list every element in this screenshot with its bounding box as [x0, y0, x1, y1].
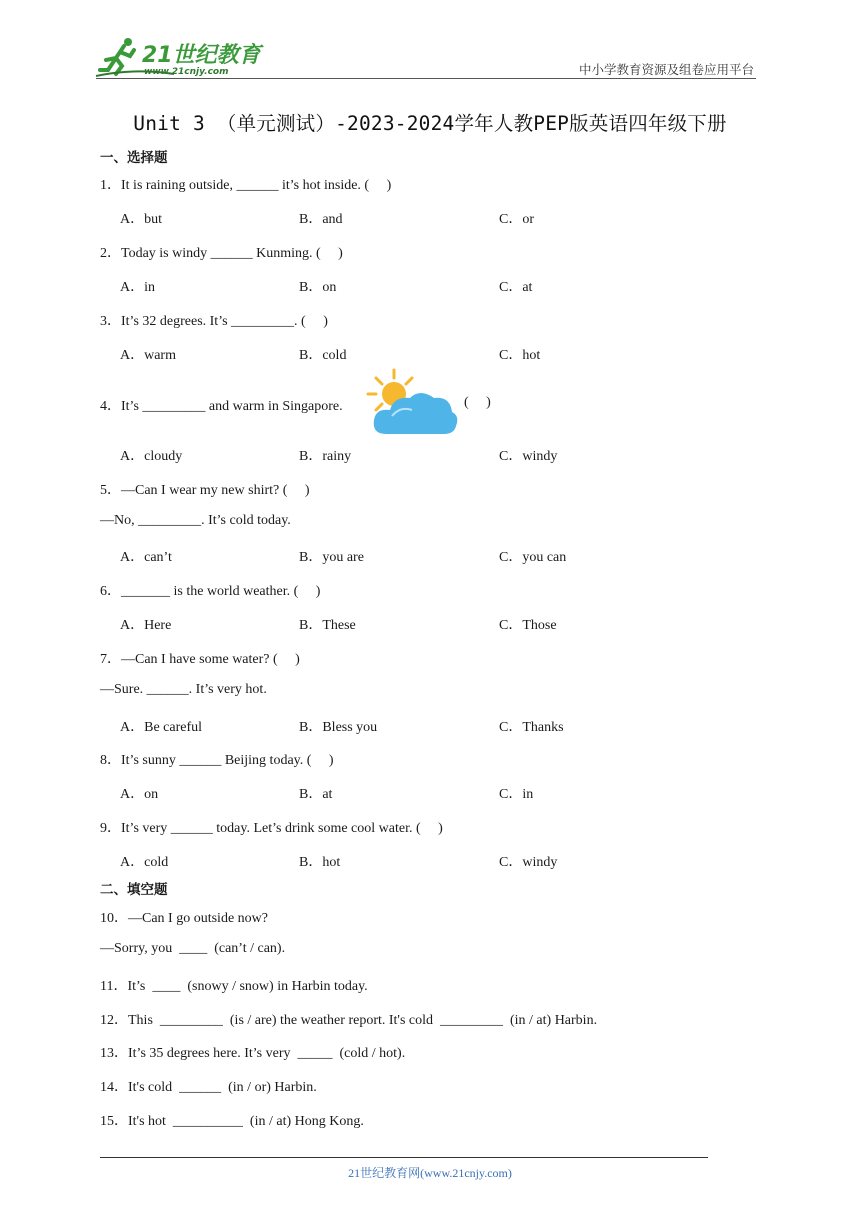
site-tagline: 中小学教育资源及组卷应用平台: [578, 62, 754, 77]
question-5: 5．—Can I wear my new shirt? ( ): [100, 483, 310, 498]
question-1: 1．It is raining outside, ______ it’s hot inside. ( ): [100, 178, 392, 193]
q5-option-a: A．can’t: [120, 550, 172, 565]
q2-option-a: A．in: [120, 280, 155, 295]
q6-option-a: A．Here: [120, 618, 172, 633]
question-15: 15．It's hot __________ (in / at) Hong Kong.: [100, 1114, 364, 1129]
q7-option-c: C．Thanks: [499, 720, 564, 735]
footer-source[interactable]: 21世纪教育网(www.21cnjy.com): [348, 1166, 512, 1180]
q7-option-a: A．Be careful: [120, 720, 203, 735]
question-5-line-2: —No, _________. It’s cold today.: [100, 513, 291, 528]
q2-option-b: B．on: [299, 280, 337, 295]
q8-option-b: B．at: [299, 787, 333, 802]
q3-option-b: B．cold: [299, 348, 347, 363]
logo: [94, 34, 264, 80]
question-4: 4．It’s _________ and warm in Singapore.: [100, 399, 343, 414]
section-heading-fill: 二、填空题: [100, 882, 168, 898]
q4-option-a: A．cloudy: [120, 449, 183, 464]
q4-answer-paren: ( ): [464, 395, 491, 410]
logo-url: www.21cnjy.com: [144, 67, 229, 77]
q7-option-b: B．Bless you: [299, 720, 378, 735]
q4-option-c: C．windy: [499, 449, 558, 464]
page-title: Unit 3 （单元测试）-2023-2024学年人教PEP版英语四年级下册: [133, 112, 727, 135]
question-6: 6．_______ is the world weather. ( ): [100, 584, 321, 599]
question-3: 3．It’s 32 degrees. It’s _________. ( ): [100, 314, 328, 329]
section-heading-choice: 一、选择题: [100, 150, 168, 166]
q1-option-b: B．and: [299, 212, 343, 227]
q5-option-b: B．you are: [299, 550, 364, 565]
q8-option-a: A．on: [120, 787, 159, 802]
question-9: 9．It’s very ______ today. Let’s drink some cool water. ( ): [100, 821, 443, 836]
q3-option-c: C．hot: [499, 348, 541, 363]
q9-option-a: A．cold: [120, 855, 169, 870]
question-14: 14．It's cold ______ (in / or) Harbin.: [100, 1080, 317, 1095]
q5-option-c: C．you can: [499, 550, 567, 565]
question-10-line-2: —Sorry, you ____ (can’t / can).: [100, 941, 286, 956]
footer-divider: [100, 1157, 708, 1158]
question-8: 8．It’s sunny ______ Beijing today. ( ): [100, 753, 334, 768]
question-2: 2．Today is windy ______ Kunming. ( ): [100, 246, 343, 261]
question-13: 13．It’s 35 degrees here. It’s very _____ (cold / hot).: [100, 1046, 406, 1061]
q2-option-c: C．at: [499, 280, 533, 295]
q1-option-c: C．or: [499, 212, 534, 227]
sun-cloud-icon: [366, 368, 460, 436]
q9-option-b: B．hot: [299, 855, 341, 870]
question-11: 11．It’s ____ (snowy / snow) in Harbin today.: [100, 979, 368, 994]
q3-option-a: A．warm: [120, 348, 176, 363]
q4-option-b: B．rainy: [299, 449, 352, 464]
logo-text: 21世纪教育: [142, 43, 261, 68]
question-7: 7．—Can I have some water? ( ): [100, 652, 300, 667]
q9-option-c: C．windy: [499, 855, 558, 870]
question-10: 10．—Can I go outside now?: [100, 911, 268, 926]
q6-option-c: C．Those: [499, 618, 557, 633]
q8-option-c: C．in: [499, 787, 534, 802]
question-7-line-2: —Sure. ______. It’s very hot.: [100, 682, 267, 697]
header-divider: [96, 78, 756, 79]
q1-option-a: A．but: [120, 212, 162, 227]
runner-logo-icon: [94, 34, 264, 80]
q6-option-b: B．These: [299, 618, 356, 633]
question-12: 12．This _________ (is / are) the weather report. It's cold _________ (in / at) Harbin.: [100, 1013, 598, 1028]
